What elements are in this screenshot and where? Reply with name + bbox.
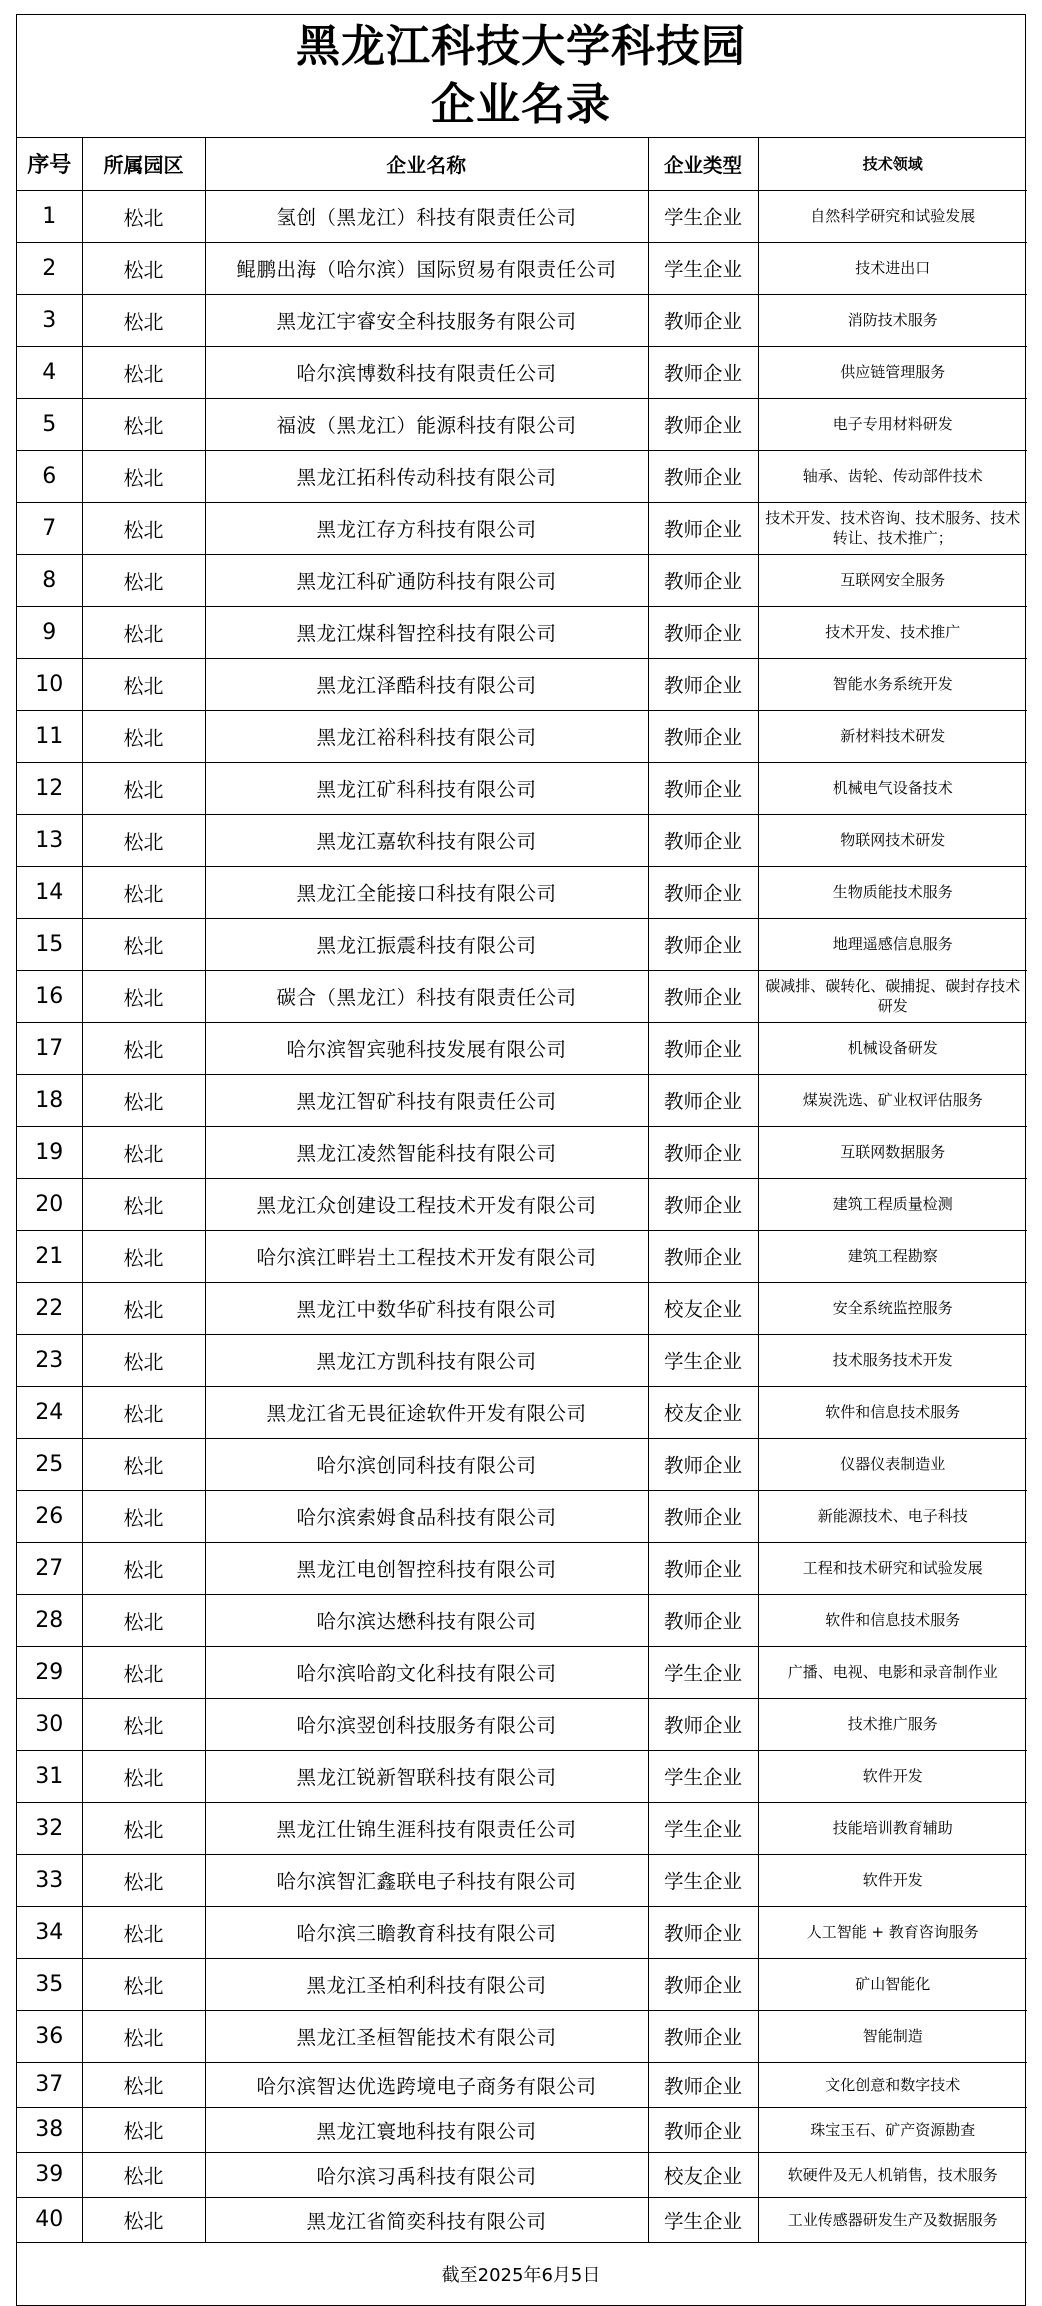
- cell-no: 27: [17, 1542, 82, 1594]
- table-row: [17, 2107, 1027, 2152]
- cell-company-name: 黑龙江中数华矿科技有限公司: [205, 1282, 648, 1334]
- cell-park: 松北: [82, 502, 205, 554]
- table-row: [17, 346, 1027, 398]
- cell-no: 39: [17, 2152, 82, 2197]
- cell-tech-field: 新材料技术研发: [758, 710, 1027, 762]
- cell-tech-field: 人工智能 + 教育咨询服务: [758, 1906, 1027, 1958]
- cell-tech-field: 供应链管理服务: [758, 346, 1027, 398]
- cell-no: 21: [17, 1230, 82, 1282]
- cell-no: 25: [17, 1438, 82, 1490]
- cell-tech-field: 技术服务技术开发: [758, 1334, 1027, 1386]
- table-row: [17, 398, 1027, 450]
- cell-company-name: 黑龙江圣柏利科技有限公司: [205, 1958, 648, 2010]
- cell-company-name: 黑龙江锐新智联科技有限公司: [205, 1750, 648, 1802]
- table-row: [17, 294, 1027, 346]
- cell-no: 35: [17, 1958, 82, 2010]
- cell-park: 松北: [82, 1958, 205, 2010]
- cell-company-name: 黑龙江凌然智能科技有限公司: [205, 1126, 648, 1178]
- cell-company-type: 校友企业: [648, 1282, 758, 1334]
- cell-company-name: 黑龙江科矿通防科技有限公司: [205, 554, 648, 606]
- table-row: [17, 1230, 1027, 1282]
- cell-company-type: 教师企业: [648, 1594, 758, 1646]
- cell-company-type: 教师企业: [648, 1958, 758, 2010]
- cell-no: 20: [17, 1178, 82, 1230]
- header-field: 技术领域: [758, 138, 1027, 190]
- table-row: [17, 762, 1027, 814]
- table-row: [17, 1490, 1027, 1542]
- cell-tech-field: 仪器仪表制造业: [758, 1438, 1027, 1490]
- company-directory-sheet: [16, 14, 1026, 2306]
- cell-no: 13: [17, 814, 82, 866]
- cell-company-type: 学生企业: [648, 1334, 758, 1386]
- cell-tech-field: 技术开发、技术推广: [758, 606, 1027, 658]
- cell-tech-field: 碳减排、碳转化、碳捕捉、碳封存技术研发: [758, 970, 1027, 1022]
- cell-company-type: 教师企业: [648, 1230, 758, 1282]
- cell-no: 12: [17, 762, 82, 814]
- cell-park: 松北: [82, 1646, 205, 1698]
- cell-company-name: 黑龙江存方科技有限公司: [205, 502, 648, 554]
- cell-company-type: 学生企业: [648, 190, 758, 242]
- cell-company-name: 黑龙江矿科科技有限公司: [205, 762, 648, 814]
- cell-tech-field: 软硬件及无人机销售，技术服务: [758, 2152, 1027, 2197]
- cell-no: 32: [17, 1802, 82, 1854]
- cell-company-name: 黑龙江泽酷科技有限公司: [205, 658, 648, 710]
- cell-company-name: 哈尔滨创同科技有限公司: [205, 1438, 648, 1490]
- table-row: [17, 1906, 1027, 1958]
- cell-company-type: 教师企业: [648, 658, 758, 710]
- cell-company-type: 学生企业: [648, 2197, 758, 2242]
- cell-company-type: 教师企业: [648, 1126, 758, 1178]
- cell-no: 14: [17, 866, 82, 918]
- header-name: 企业名称: [205, 138, 648, 190]
- table-row: [17, 190, 1027, 242]
- cell-tech-field: 智能制造: [758, 2010, 1027, 2062]
- table-row: [17, 970, 1027, 1022]
- cell-tech-field: 互联网安全服务: [758, 554, 1027, 606]
- table-row: [17, 2197, 1027, 2242]
- cell-tech-field: 软件开发: [758, 1750, 1027, 1802]
- table-row: [17, 1750, 1027, 1802]
- cell-company-type: 教师企业: [648, 866, 758, 918]
- cell-tech-field: 机械电气设备技术: [758, 762, 1027, 814]
- table-row: [17, 242, 1027, 294]
- table-row: [17, 814, 1027, 866]
- cell-company-name: 黑龙江电创智控科技有限公司: [205, 1542, 648, 1594]
- cell-tech-field: 工程和技术研究和试验发展: [758, 1542, 1027, 1594]
- table-row: [17, 450, 1027, 502]
- cell-company-name: 黑龙江振震科技有限公司: [205, 918, 648, 970]
- table-row: [17, 1854, 1027, 1906]
- cell-park: 松北: [82, 2197, 205, 2242]
- table-row: [17, 710, 1027, 762]
- cell-company-name: 黑龙江仕锦生涯科技有限责任公司: [205, 1802, 648, 1854]
- cell-company-type: 教师企业: [648, 814, 758, 866]
- cell-company-name: 哈尔滨智宾驰科技发展有限公司: [205, 1022, 648, 1074]
- cell-company-name: 黑龙江方凯科技有限公司: [205, 1334, 648, 1386]
- cell-no: 26: [17, 1490, 82, 1542]
- header-no: 序号: [17, 138, 82, 190]
- cell-tech-field: 矿山智能化: [758, 1958, 1027, 2010]
- cell-tech-field: 生物质能技术服务: [758, 866, 1027, 918]
- cell-company-name: 黑龙江嘉软科技有限公司: [205, 814, 648, 866]
- cell-company-name: 哈尔滨达懋科技有限公司: [205, 1594, 648, 1646]
- table-row: [17, 1802, 1027, 1854]
- cell-company-type: 教师企业: [648, 2062, 758, 2107]
- cell-park: 松北: [82, 1854, 205, 1906]
- cell-park: 松北: [82, 450, 205, 502]
- cell-company-type: 教师企业: [648, 1542, 758, 1594]
- table-row: [17, 502, 1027, 554]
- cell-park: 松北: [82, 1698, 205, 1750]
- cell-company-name: 福波（黑龙江）能源科技有限公司: [205, 398, 648, 450]
- cell-company-type: 教师企业: [648, 554, 758, 606]
- cell-company-name: 黑龙江裕科科技有限公司: [205, 710, 648, 762]
- cell-company-name: 黑龙江众创建设工程技术开发有限公司: [205, 1178, 648, 1230]
- cell-company-type: 教师企业: [648, 1906, 758, 1958]
- cell-company-name: 黑龙江宇睿安全科技服务有限公司: [205, 294, 648, 346]
- table-row: [17, 1074, 1027, 1126]
- cell-no: 2: [17, 242, 82, 294]
- cell-company-type: 教师企业: [648, 918, 758, 970]
- cell-no: 34: [17, 1906, 82, 1958]
- cell-tech-field: 广播、电视、电影和录音制作业: [758, 1646, 1027, 1698]
- cell-company-type: 教师企业: [648, 502, 758, 554]
- cell-tech-field: 智能水务系统开发: [758, 658, 1027, 710]
- cell-no: 15: [17, 918, 82, 970]
- table-row: [17, 1646, 1027, 1698]
- cell-company-name: 哈尔滨智汇鑫联电子科技有限公司: [205, 1854, 648, 1906]
- cell-park: 松北: [82, 1074, 205, 1126]
- cell-company-type: 教师企业: [648, 2010, 758, 2062]
- cell-park: 松北: [82, 1022, 205, 1074]
- cell-company-name: 黑龙江全能接口科技有限公司: [205, 866, 648, 918]
- table-row: [17, 1958, 1027, 2010]
- cell-company-type: 校友企业: [648, 2152, 758, 2197]
- cell-company-name: 哈尔滨翌创科技服务有限公司: [205, 1698, 648, 1750]
- cell-no: 10: [17, 658, 82, 710]
- cell-company-type: 学生企业: [648, 1646, 758, 1698]
- cell-park: 松北: [82, 866, 205, 918]
- header-park: 所属园区: [82, 138, 205, 190]
- cell-company-name: 鲲鹏出海（哈尔滨）国际贸易有限责任公司: [205, 242, 648, 294]
- table-row: [17, 918, 1027, 970]
- cell-no: 37: [17, 2062, 82, 2107]
- footer-date: 截至2025年6月5日: [441, 2264, 601, 2286]
- table-row: [17, 866, 1027, 918]
- cell-tech-field: 煤炭洗选、矿业权评估服务: [758, 1074, 1027, 1126]
- cell-no: 17: [17, 1022, 82, 1074]
- cell-company-type: 教师企业: [648, 1698, 758, 1750]
- cell-park: 松北: [82, 2107, 205, 2152]
- cell-company-name: 黑龙江省简奕科技有限公司: [205, 2197, 648, 2242]
- cell-company-name: 哈尔滨习禹科技有限公司: [205, 2152, 648, 2197]
- cell-company-name: 哈尔滨江畔岩土工程技术开发有限公司: [205, 1230, 648, 1282]
- cell-tech-field: 技能培训教育辅助: [758, 1802, 1027, 1854]
- cell-no: 33: [17, 1854, 82, 1906]
- cell-company-type: 教师企业: [648, 1178, 758, 1230]
- cell-no: 23: [17, 1334, 82, 1386]
- cell-park: 松北: [82, 1906, 205, 1958]
- cell-tech-field: 机械设备研发: [758, 1022, 1027, 1074]
- cell-no: 5: [17, 398, 82, 450]
- cell-company-name: 哈尔滨智达优选跨境电子商务有限公司: [205, 2062, 648, 2107]
- cell-park: 松北: [82, 1386, 205, 1438]
- cell-park: 松北: [82, 2062, 205, 2107]
- table-row: [17, 2010, 1027, 2062]
- cell-no: 18: [17, 1074, 82, 1126]
- cell-no: 3: [17, 294, 82, 346]
- cell-company-type: 教师企业: [648, 1022, 758, 1074]
- table-row: [17, 554, 1027, 606]
- cell-no: 24: [17, 1386, 82, 1438]
- cell-no: 40: [17, 2197, 82, 2242]
- header-type: 企业类型: [648, 138, 758, 190]
- cell-park: 松北: [82, 970, 205, 1022]
- cell-no: 11: [17, 710, 82, 762]
- cell-tech-field: 消防技术服务: [758, 294, 1027, 346]
- cell-tech-field: 建筑工程质量检测: [758, 1178, 1027, 1230]
- cell-company-name: 黑龙江煤科智控科技有限公司: [205, 606, 648, 658]
- cell-company-type: 学生企业: [648, 242, 758, 294]
- cell-park: 松北: [82, 2152, 205, 2197]
- cell-park: 松北: [82, 658, 205, 710]
- cell-park: 松北: [82, 1490, 205, 1542]
- page-subtitle: 企业名录: [431, 79, 611, 130]
- cell-company-type: 教师企业: [648, 2107, 758, 2152]
- table-row: [17, 1126, 1027, 1178]
- cell-company-type: 教师企业: [648, 346, 758, 398]
- table-row: [17, 1542, 1027, 1594]
- cell-no: 28: [17, 1594, 82, 1646]
- cell-tech-field: 软件和信息技术服务: [758, 1594, 1027, 1646]
- table-row: [17, 1334, 1027, 1386]
- cell-no: 7: [17, 502, 82, 554]
- cell-company-type: 教师企业: [648, 970, 758, 1022]
- cell-park: 松北: [82, 1438, 205, 1490]
- cell-park: 松北: [82, 710, 205, 762]
- cell-no: 38: [17, 2107, 82, 2152]
- cell-park: 松北: [82, 918, 205, 970]
- cell-company-name: 黑龙江智矿科技有限责任公司: [205, 1074, 648, 1126]
- cell-park: 松北: [82, 1282, 205, 1334]
- cell-tech-field: 文化创意和数字技术: [758, 2062, 1027, 2107]
- cell-company-type: 学生企业: [648, 1802, 758, 1854]
- cell-company-type: 教师企业: [648, 294, 758, 346]
- cell-park: 松北: [82, 554, 205, 606]
- table-row: [17, 1438, 1027, 1490]
- cell-park: 松北: [82, 606, 205, 658]
- table-header-row: [17, 138, 1027, 190]
- cell-company-name: 哈尔滨三瞻教育科技有限公司: [205, 1906, 648, 1958]
- page-title: 黑龙江科技大学科技园: [296, 21, 746, 72]
- cell-company-type: 教师企业: [648, 1490, 758, 1542]
- cell-company-name: 碳合（黑龙江）科技有限责任公司: [205, 970, 648, 1022]
- cell-company-name: 哈尔滨哈韵文化科技有限公司: [205, 1646, 648, 1698]
- cell-park: 松北: [82, 2010, 205, 2062]
- table-row: [17, 1282, 1027, 1334]
- cell-park: 松北: [82, 1750, 205, 1802]
- cell-company-type: 校友企业: [648, 1386, 758, 1438]
- table-row: [17, 2152, 1027, 2197]
- cell-park: 松北: [82, 1594, 205, 1646]
- cell-no: 1: [17, 190, 82, 242]
- cell-park: 松北: [82, 242, 205, 294]
- cell-company-type: 教师企业: [648, 762, 758, 814]
- cell-tech-field: 软件和信息技术服务: [758, 1386, 1027, 1438]
- cell-tech-field: 工业传感器研发生产及数据服务: [758, 2197, 1027, 2242]
- cell-company-name: 哈尔滨博数科技有限责任公司: [205, 346, 648, 398]
- cell-tech-field: 技术开发、技术咨询、技术服务、技术转让、技术推广；: [758, 502, 1027, 554]
- cell-park: 松北: [82, 1126, 205, 1178]
- cell-park: 松北: [82, 190, 205, 242]
- cell-no: 9: [17, 606, 82, 658]
- table-row: [17, 658, 1027, 710]
- cell-no: 22: [17, 1282, 82, 1334]
- cell-park: 松北: [82, 398, 205, 450]
- cell-company-name: 黑龙江拓科传动科技有限公司: [205, 450, 648, 502]
- cell-park: 松北: [82, 1334, 205, 1386]
- cell-tech-field: 地理遥感信息服务: [758, 918, 1027, 970]
- table-row: [17, 1698, 1027, 1750]
- cell-tech-field: 软件开发: [758, 1854, 1027, 1906]
- table-row: [17, 2062, 1027, 2107]
- cell-company-type: 教师企业: [648, 606, 758, 658]
- cell-park: 松北: [82, 1802, 205, 1854]
- cell-tech-field: 电子专用材料研发: [758, 398, 1027, 450]
- cell-no: 36: [17, 2010, 82, 2062]
- cell-no: 6: [17, 450, 82, 502]
- title-block: [17, 15, 1025, 138]
- cell-no: 30: [17, 1698, 82, 1750]
- cell-company-name: 黑龙江圣桓智能技术有限公司: [205, 2010, 648, 2062]
- cell-park: 松北: [82, 1230, 205, 1282]
- cell-company-type: 学生企业: [648, 1854, 758, 1906]
- cell-no: 31: [17, 1750, 82, 1802]
- table-row: [17, 1594, 1027, 1646]
- cell-park: 松北: [82, 814, 205, 866]
- cell-company-type: 教师企业: [648, 710, 758, 762]
- cell-park: 松北: [82, 762, 205, 814]
- cell-no: 16: [17, 970, 82, 1022]
- table-row: [17, 1178, 1027, 1230]
- cell-tech-field: 安全系统监控服务: [758, 1282, 1027, 1334]
- cell-no: 8: [17, 554, 82, 606]
- cell-tech-field: 技术推广服务: [758, 1698, 1027, 1750]
- cell-company-name: 黑龙江省无畏征途软件开发有限公司: [205, 1386, 648, 1438]
- cell-no: 19: [17, 1126, 82, 1178]
- cell-company-name: 氢创（黑龙江）科技有限责任公司: [205, 190, 648, 242]
- cell-no: 29: [17, 1646, 82, 1698]
- table-row: [17, 1386, 1027, 1438]
- cell-park: 松北: [82, 1542, 205, 1594]
- company-table: [17, 138, 1027, 2243]
- cell-company-type: 教师企业: [648, 1074, 758, 1126]
- cell-company-type: 教师企业: [648, 450, 758, 502]
- cell-tech-field: 新能源技术、电子科技: [758, 1490, 1027, 1542]
- cell-tech-field: 轴承、齿轮、传动部件技术: [758, 450, 1027, 502]
- cell-park: 松北: [82, 1178, 205, 1230]
- cell-company-name: 黑龙江寰地科技有限公司: [205, 2107, 648, 2152]
- cell-tech-field: 互联网数据服务: [758, 1126, 1027, 1178]
- cell-tech-field: 技术进出口: [758, 242, 1027, 294]
- cell-tech-field: 自然科学研究和试验发展: [758, 190, 1027, 242]
- cell-company-type: 教师企业: [648, 398, 758, 450]
- table-row: [17, 1022, 1027, 1074]
- cell-park: 松北: [82, 294, 205, 346]
- cell-company-name: 哈尔滨索姆食品科技有限公司: [205, 1490, 648, 1542]
- table-row: [17, 606, 1027, 658]
- cell-park: 松北: [82, 346, 205, 398]
- cell-tech-field: 珠宝玉石、矿产资源勘查: [758, 2107, 1027, 2152]
- cell-tech-field: 建筑工程勘察: [758, 1230, 1027, 1282]
- cell-no: 4: [17, 346, 82, 398]
- cell-company-type: 教师企业: [648, 1438, 758, 1490]
- cell-company-type: 学生企业: [648, 1750, 758, 1802]
- cell-tech-field: 物联网技术研发: [758, 814, 1027, 866]
